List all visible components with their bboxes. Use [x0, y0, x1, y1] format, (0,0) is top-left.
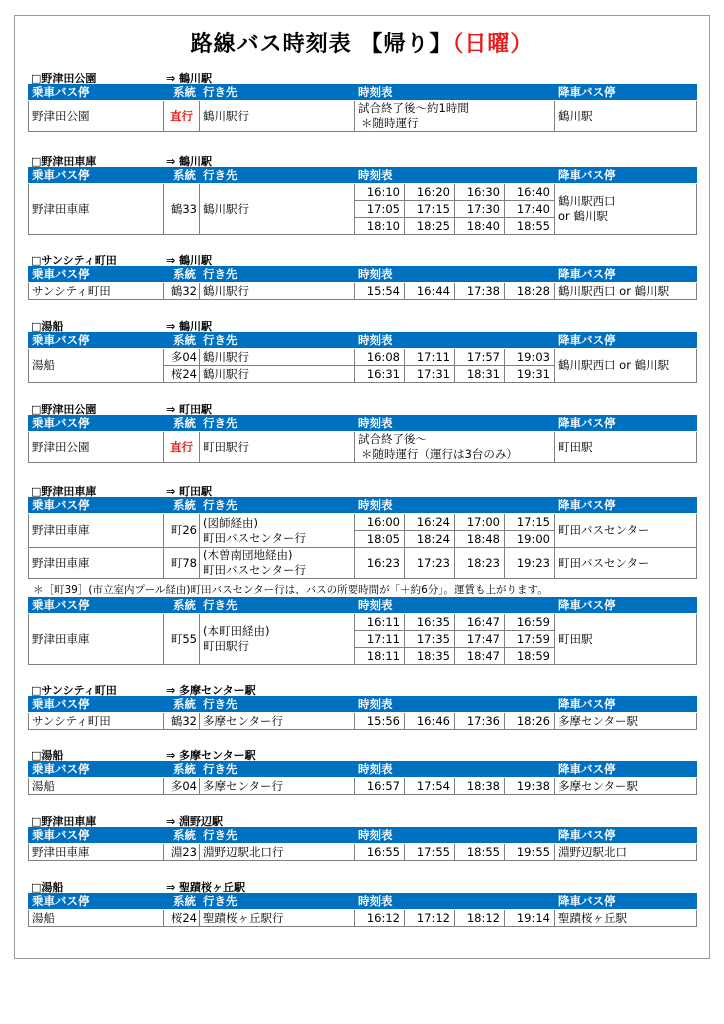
- section-to: ⇒ 町田駅: [166, 485, 213, 498]
- time-cell: 18:26: [505, 713, 555, 730]
- section-heading: [28, 746, 696, 761]
- time-cell: 18:24: [405, 531, 455, 548]
- section-from: □野津田車庫: [31, 485, 97, 498]
- time-cell: 17:11: [355, 631, 405, 648]
- timetable: [28, 597, 697, 665]
- section-notsuda-depot-machida: [28, 482, 696, 579]
- time-cell: 17:15: [405, 201, 455, 218]
- time-cell: 17:36: [455, 713, 505, 730]
- stop-cell: 野津田車庫: [29, 844, 164, 861]
- fare-note: ＊［町39］(市立室内プール経由)町田バスセンター行は、バスの所要時間が「＋約6分」。運賃も上がります。: [33, 584, 548, 596]
- header-alight: 降車バス停: [555, 894, 697, 910]
- time-cell: 16:59: [505, 614, 555, 631]
- section-from: □野津田車庫: [31, 155, 97, 168]
- timetable: [28, 827, 697, 861]
- header-row: [29, 416, 697, 432]
- time-cell: 18:38: [455, 778, 505, 795]
- alight-line: 鶴川駅西口: [558, 194, 616, 208]
- header-dest: 行き先: [200, 333, 355, 349]
- section-heading: [28, 69, 696, 84]
- timetable: [28, 893, 697, 927]
- header-dest: 行き先: [200, 894, 355, 910]
- header-route: 系統: [164, 598, 200, 614]
- time-cell: 16:57: [355, 778, 405, 795]
- time-cell: 18:48: [455, 531, 505, 548]
- timetable: [28, 167, 697, 235]
- timetable: [28, 266, 697, 300]
- header-alight: 降車バス停: [555, 168, 697, 184]
- time-cell: 18:10: [355, 218, 405, 235]
- dest-cell: 鶴川駅行: [200, 101, 355, 132]
- header-route: 系統: [164, 894, 200, 910]
- header-alight: 降車バス停: [555, 762, 697, 778]
- header-times: 時刻表: [355, 762, 555, 778]
- header-row: [29, 697, 697, 713]
- dest-cell: [200, 514, 355, 548]
- time-cell: 16:30: [455, 184, 505, 201]
- time-cell: 18:59: [505, 648, 555, 665]
- time-cell: 17:30: [455, 201, 505, 218]
- dest-cell: 鶴川駅行: [200, 349, 355, 366]
- title-day: （日曜）: [452, 32, 534, 57]
- stop-cell: 野津田車庫: [29, 184, 164, 235]
- header-stop: 乗車バス停: [29, 762, 164, 778]
- section-heading: [28, 251, 696, 266]
- header-row: [29, 85, 697, 101]
- time-cell: 16:11: [355, 614, 405, 631]
- time-cell: 18:28: [505, 283, 555, 300]
- time-cell: 17:00: [455, 514, 505, 531]
- section-yubune-seiseki: [28, 878, 696, 927]
- section-notsuda-depot-fuchinobe: [28, 812, 696, 861]
- time-cell: 18:55: [455, 844, 505, 861]
- alight-cell: 鶴川駅西口 or 鶴川駅: [555, 349, 697, 383]
- section-to: ⇒ 淵野辺駅: [166, 815, 224, 828]
- time-cell: 17:23: [405, 548, 455, 579]
- section-from: □湯船: [31, 881, 64, 894]
- header-route: 系統: [164, 267, 200, 283]
- alight-cell: [555, 184, 697, 235]
- header-route: 系統: [164, 416, 200, 432]
- schedule-cell: [355, 432, 555, 463]
- time-cell: 17:05: [355, 201, 405, 218]
- stop-cell: 野津田車庫: [29, 514, 164, 548]
- section-from: □サンシティ町田: [31, 254, 117, 267]
- table-row: [29, 514, 697, 531]
- schedule-line: ＊随時運行（運行は3台のみ）: [361, 447, 518, 461]
- header-times: 時刻表: [355, 828, 555, 844]
- alight-cell: 淵野辺駅北口: [555, 844, 697, 861]
- header-route: 系統: [164, 828, 200, 844]
- time-cell: 18:11: [355, 648, 405, 665]
- header-times: 時刻表: [355, 598, 555, 614]
- section-heading: [28, 812, 696, 827]
- schedule-line: 試合終了後～: [358, 432, 427, 446]
- table-row: [29, 184, 697, 201]
- header-alight: 降車バス停: [555, 598, 697, 614]
- dest-cell: 町田駅行: [200, 432, 355, 463]
- table-row: [29, 283, 697, 300]
- header-alight: 降車バス停: [555, 697, 697, 713]
- route-cell: 直行: [164, 101, 200, 132]
- header-stop: 乗車バス停: [29, 498, 164, 514]
- time-cell: 17:12: [405, 910, 455, 927]
- time-cell: 18:31: [455, 366, 505, 383]
- header-route: 系統: [164, 697, 200, 713]
- alight-cell: 町田バスセンター: [555, 514, 697, 548]
- header-times: 時刻表: [355, 267, 555, 283]
- header-stop: 乗車バス停: [29, 416, 164, 432]
- stop-cell: 湯船: [29, 910, 164, 927]
- section-from: □野津田公園: [31, 403, 97, 416]
- timetable: [28, 84, 697, 132]
- time-cell: 17:59: [505, 631, 555, 648]
- header-dest: 行き先: [200, 416, 355, 432]
- time-cell: 18:05: [355, 531, 405, 548]
- time-cell: 19:14: [505, 910, 555, 927]
- dest-cell: [200, 548, 355, 579]
- time-cell: 18:25: [405, 218, 455, 235]
- header-row: [29, 498, 697, 514]
- table-row: [29, 614, 697, 631]
- time-cell: 16:40: [505, 184, 555, 201]
- dest-cell: 淵野辺駅北口行: [200, 844, 355, 861]
- time-cell: 16:35: [405, 614, 455, 631]
- section-heading: [28, 878, 696, 893]
- alight-cell: 多摩センター駅: [555, 778, 697, 795]
- table-row: [29, 349, 697, 366]
- section-to: ⇒ 町田駅: [166, 403, 213, 416]
- section-notsuda-park-machida: [28, 400, 696, 463]
- stop-cell: 野津田車庫: [29, 614, 164, 665]
- section-suncity-tsurukawa: [28, 251, 696, 300]
- table-row: [29, 101, 697, 132]
- section-heading: [28, 681, 696, 696]
- header-dest: 行き先: [200, 697, 355, 713]
- time-cell: 18:40: [455, 218, 505, 235]
- header-row: [29, 333, 697, 349]
- header-row: [29, 762, 697, 778]
- section-heading: [28, 400, 696, 415]
- timetable: [28, 332, 697, 383]
- header-route: 系統: [164, 85, 200, 101]
- header-alight: 降車バス停: [555, 416, 697, 432]
- header-times: 時刻表: [355, 894, 555, 910]
- route-cell: 町55: [164, 614, 200, 665]
- header-alight: 降車バス停: [555, 828, 697, 844]
- alight-cell: 鶴川駅: [555, 101, 697, 132]
- dest-cell: 多摩センター行: [200, 778, 355, 795]
- alight-cell: 多摩センター駅: [555, 713, 697, 730]
- route-cell: 淵23: [164, 844, 200, 861]
- time-cell: 16:44: [405, 283, 455, 300]
- header-row: [29, 267, 697, 283]
- header-times: 時刻表: [355, 333, 555, 349]
- dest-line: (木曽南団地経由): [203, 548, 293, 562]
- time-cell: 17:38: [455, 283, 505, 300]
- time-cell: 19:00: [505, 531, 555, 548]
- section-to: ⇒ 多摩センター駅: [166, 749, 256, 762]
- time-cell: 17:47: [455, 631, 505, 648]
- dest-cell: 聖蹟桜ヶ丘駅行: [200, 910, 355, 927]
- dest-line: (本町田経由): [203, 624, 270, 638]
- time-cell: 19:55: [505, 844, 555, 861]
- header-dest: 行き先: [200, 762, 355, 778]
- time-cell: 16:00: [355, 514, 405, 531]
- alight-cell: 町田駅: [555, 432, 697, 463]
- section-suncity-tama-center: [28, 681, 696, 730]
- time-cell: 17:54: [405, 778, 455, 795]
- time-cell: 17:35: [405, 631, 455, 648]
- stop-cell: 野津田公園: [29, 432, 164, 463]
- section-to: ⇒ 多摩センター駅: [166, 684, 256, 697]
- header-dest: 行き先: [200, 598, 355, 614]
- header-dest: 行き先: [200, 85, 355, 101]
- section-from: □野津田車庫: [31, 815, 97, 828]
- header-alight: 降車バス停: [555, 498, 697, 514]
- page-title: [0, 27, 724, 58]
- time-cell: 15:54: [355, 283, 405, 300]
- dest-cell: 鶴川駅行: [200, 184, 355, 235]
- table-row: [29, 910, 697, 927]
- route-cell: 多04: [164, 349, 200, 366]
- header-stop: 乗車バス停: [29, 697, 164, 713]
- dest-line: 町田バスセンター行: [203, 530, 307, 545]
- section-from: □湯船: [31, 320, 64, 333]
- schedule-cell: [355, 101, 555, 132]
- schedule-line: ＊随時運行: [361, 116, 419, 130]
- route-cell: 直行: [164, 432, 200, 463]
- header-dest: 行き先: [200, 267, 355, 283]
- route-cell: 鶴32: [164, 713, 200, 730]
- time-cell: 19:23: [505, 548, 555, 579]
- timetable: [28, 497, 697, 579]
- section-notsuda-depot-machida-55: [28, 597, 696, 665]
- section-heading: [28, 317, 696, 332]
- stop-cell: 野津田車庫: [29, 548, 164, 579]
- time-cell: 16:20: [405, 184, 455, 201]
- stop-cell: サンシティ町田: [29, 283, 164, 300]
- route-cell: 鶴32: [164, 283, 200, 300]
- header-row: [29, 168, 697, 184]
- header-route: 系統: [164, 333, 200, 349]
- stop-cell: 湯船: [29, 778, 164, 795]
- header-times: 時刻表: [355, 498, 555, 514]
- header-times: 時刻表: [355, 168, 555, 184]
- dest-line: (図師経由): [203, 515, 258, 530]
- stop-cell: 野津田公園: [29, 101, 164, 132]
- section-heading: [28, 152, 696, 167]
- header-row: [29, 894, 697, 910]
- dest-cell: [200, 614, 355, 665]
- header-stop: 乗車バス停: [29, 267, 164, 283]
- time-cell: 19:03: [505, 349, 555, 366]
- route-cell: 町26: [164, 514, 200, 548]
- header-row: [29, 598, 697, 614]
- route-cell: 桜24: [164, 910, 200, 927]
- header-route: 系統: [164, 498, 200, 514]
- section-from: □サンシティ町田: [31, 684, 117, 697]
- time-cell: 16:10: [355, 184, 405, 201]
- table-row: [29, 778, 697, 795]
- section-heading: [28, 482, 696, 497]
- dest-cell: 多摩センター行: [200, 713, 355, 730]
- table-row: [29, 548, 697, 579]
- header-row: [29, 828, 697, 844]
- alight-cell: 町田バスセンター: [555, 548, 697, 579]
- header-stop: 乗車バス停: [29, 333, 164, 349]
- time-cell: 18:23: [455, 548, 505, 579]
- route-cell: 町78: [164, 548, 200, 579]
- time-cell: 17:31: [405, 366, 455, 383]
- section-yubune-tsurukawa: [28, 317, 696, 383]
- header-alight: 降車バス停: [555, 333, 697, 349]
- header-dest: 行き先: [200, 168, 355, 184]
- alight-cell: 聖蹟桜ヶ丘駅: [555, 910, 697, 927]
- time-cell: 15:56: [355, 713, 405, 730]
- section-to: ⇒ 鶴川駅: [166, 320, 213, 333]
- section-from: □湯船: [31, 749, 64, 762]
- time-cell: 16:23: [355, 548, 405, 579]
- time-cell: 16:12: [355, 910, 405, 927]
- section-to: ⇒ 鶴川駅: [166, 72, 213, 85]
- header-route: 系統: [164, 168, 200, 184]
- time-cell: 19:31: [505, 366, 555, 383]
- dest-cell: 鶴川駅行: [200, 283, 355, 300]
- timetable: [28, 415, 697, 463]
- section-notsuda-park-tsurukawa: [28, 69, 696, 132]
- time-cell: 16:46: [405, 713, 455, 730]
- header-alight: 降車バス停: [555, 267, 697, 283]
- section-to: ⇒ 鶴川駅: [166, 254, 213, 267]
- alight-line: or 鶴川駅: [558, 209, 608, 223]
- stop-cell: 湯船: [29, 349, 164, 383]
- time-cell: 17:55: [405, 844, 455, 861]
- route-cell: 鶴33: [164, 184, 200, 235]
- time-cell: 16:24: [405, 514, 455, 531]
- header-stop: 乗車バス停: [29, 168, 164, 184]
- header-times: 時刻表: [355, 416, 555, 432]
- title-main: 路線バス時刻表 【帰り】: [190, 32, 453, 57]
- time-cell: 18:12: [455, 910, 505, 927]
- section-from: □野津田公園: [31, 72, 97, 85]
- header-dest: 行き先: [200, 828, 355, 844]
- schedule-line: 試合終了後～約1時間: [358, 101, 469, 115]
- alight-cell: 鶴川駅西口 or 鶴川駅: [555, 283, 697, 300]
- time-cell: 16:47: [455, 614, 505, 631]
- header-times: 時刻表: [355, 85, 555, 101]
- dest-line: 町田バスセンター行: [203, 563, 307, 577]
- dest-line: 町田駅行: [203, 639, 249, 653]
- time-cell: 16:55: [355, 844, 405, 861]
- section-yubune-tama-center: [28, 746, 696, 795]
- header-times: 時刻表: [355, 697, 555, 713]
- time-cell: 19:38: [505, 778, 555, 795]
- dest-cell: 鶴川駅行: [200, 366, 355, 383]
- time-cell: 18:55: [505, 218, 555, 235]
- header-alight: 降車バス停: [555, 85, 697, 101]
- time-cell: 18:47: [455, 648, 505, 665]
- timetable: [28, 696, 697, 730]
- time-cell: 17:40: [505, 201, 555, 218]
- section-notsuda-depot-tsurukawa: [28, 152, 696, 235]
- section-to: ⇒ 鶴川駅: [166, 155, 213, 168]
- header-stop: 乗車バス停: [29, 85, 164, 101]
- section-to: ⇒ 聖蹟桜ヶ丘駅: [166, 881, 246, 894]
- table-row: [29, 713, 697, 730]
- time-cell: 17:15: [505, 514, 555, 531]
- timetable: [28, 761, 697, 795]
- time-cell: 17:11: [405, 349, 455, 366]
- header-stop: 乗車バス停: [29, 828, 164, 844]
- time-cell: 16:08: [355, 349, 405, 366]
- stop-cell: サンシティ町田: [29, 713, 164, 730]
- time-cell: 17:57: [455, 349, 505, 366]
- table-row: [29, 844, 697, 861]
- route-cell: 桜24: [164, 366, 200, 383]
- time-cell: 16:31: [355, 366, 405, 383]
- header-dest: 行き先: [200, 498, 355, 514]
- header-stop: 乗車バス停: [29, 598, 164, 614]
- time-cell: 18:35: [405, 648, 455, 665]
- alight-cell: 町田駅: [555, 614, 697, 665]
- header-stop: 乗車バス停: [29, 894, 164, 910]
- route-cell: 多04: [164, 778, 200, 795]
- header-route: 系統: [164, 762, 200, 778]
- table-row: [29, 432, 697, 463]
